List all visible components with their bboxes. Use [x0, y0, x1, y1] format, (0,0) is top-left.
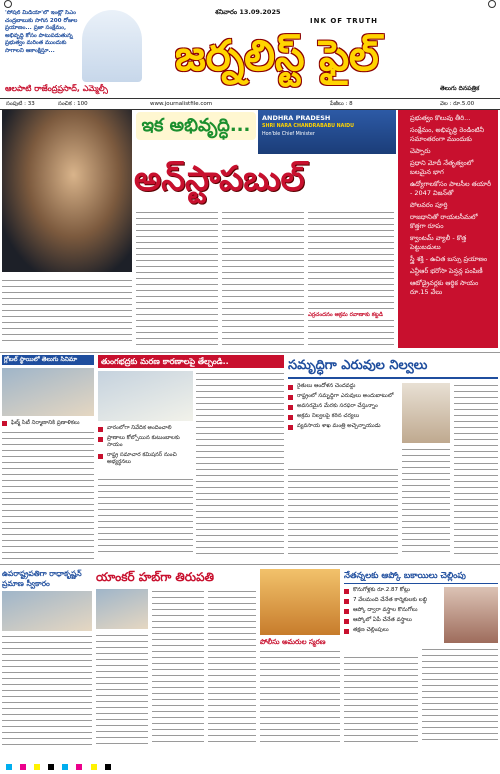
police-caption: పోలీసు అమరుల స్మరణ	[260, 638, 326, 646]
weavers-bullet: కొనుగోళ్లకు రూ.2.87 కోట్లు	[344, 587, 440, 594]
highlight-item: పోలవరం పూర్తి	[401, 201, 495, 210]
highlight-item: ఆటోడ్రైవర్లకు ఆర్థిక సాయం రూ.15 వేలు	[401, 279, 495, 297]
weavers-body	[422, 647, 498, 745]
highlights-sidebar	[398, 110, 498, 348]
banner-text-line1: ANDHRA PRADESH	[262, 114, 331, 122]
weavers-story	[344, 569, 498, 749]
oath-body	[2, 634, 92, 746]
highlight-item: ఉద్యోగాలకోసం పాలసీల తయారీ - 2047 విజన్‌తో	[401, 180, 495, 198]
tank-body	[196, 371, 284, 557]
fertilizer-story	[288, 355, 498, 560]
oath-story	[2, 569, 92, 749]
chief-minister-photo	[2, 110, 132, 272]
fertilizer-bullet: రాష్ట్రంలో సమృద్ధిగా ఎరువులు అందుబాటులో	[288, 393, 398, 400]
meeting-photo	[98, 371, 193, 421]
edition-date: శనివారం 13.09.2025	[215, 8, 281, 16]
cinema-bullet: ఫిల్మ్ సిటీ నిర్మాణానికి ప్రణాళికలు	[2, 419, 94, 427]
tirupati-body	[152, 589, 204, 745]
cinema-photo	[2, 368, 94, 416]
tank-body	[98, 477, 193, 557]
tank-bullet: ప్రాణాలు కోల్పోయిన కుటుంబాలకు సాయం	[98, 435, 193, 449]
lead-body-column	[136, 210, 218, 346]
oath-header: ఉపరాష్ట్రపతిగా రాధాకృష్ణన్ ప్రమాణ స్వీకారం	[2, 569, 82, 588]
tank-bullet: వారంలోగా నివేదిక అందించాలి	[98, 425, 193, 432]
page-count: పేజీలు : 8	[330, 101, 353, 107]
tank-story	[98, 355, 284, 560]
event-photo	[258, 110, 396, 154]
issue-number: సంచిక : 100	[58, 101, 88, 107]
weavers-header: నేతన్నలకు ఆప్కో బకాయిలు చెల్లింపు	[344, 569, 498, 584]
price: వెల : రూ.5.00	[440, 101, 475, 107]
registration-mark-icon	[488, 0, 496, 8]
highlight-item: ఎన్టీఆర్ భరోసా పెన్షన్ల పంపిణీ	[401, 267, 495, 276]
newspaper-subtitle: తెలుగు దినపత్రిక	[440, 85, 480, 92]
cinema-story	[2, 355, 94, 560]
weavers-bullet: ఆప్కోలో ఏపీ చేనేత వస్త్రాలు	[344, 617, 440, 624]
weavers-bullet: ఆప్కో ద్వారా వస్త్రాల కొనుగోలు	[344, 607, 440, 614]
police-story	[260, 569, 340, 749]
weavers-bullet: 7 వేలమంది చేనేత కార్మికులకు లబ్ధి	[344, 597, 440, 604]
tirupati-story	[96, 569, 256, 749]
tank-bullet: రాష్ట్ర సమాచార కమిషనర్ నుంచి అభ్యర్థనలు	[98, 452, 193, 466]
fertilizer-bullet: వ్యవసాయ శాఖ మంత్రి అచ్చెన్నాయుడు	[288, 423, 398, 430]
tirupati-header: యాంకర్ హబ్‌గా తిరుపతి	[96, 570, 214, 584]
oath-photo	[2, 591, 92, 631]
highlight-item: ప్రధాని మోదీ నేతృత్వంలో బలమైన భాగ	[401, 159, 495, 177]
lead-story	[0, 110, 500, 350]
highlight-item: చెప్పారు	[401, 147, 495, 156]
mid-tagline: ఎర్రచందనం అక్రమ రవాణాకు కట్టడి	[308, 310, 394, 320]
registration-mark-icon	[4, 0, 12, 8]
tirupati-body	[96, 633, 148, 745]
color-registration-bar	[6, 755, 494, 763]
mlc-portrait	[82, 10, 142, 82]
fertilizer-bullet: అక్రమ నిల్వలపై కఠిన చర్యలు	[288, 413, 398, 420]
website-link[interactable]: www.journalistfile.com	[150, 101, 213, 107]
banner-text-line2: SHRI NARA CHANDRABABU NAIDU	[262, 124, 355, 129]
second-row	[0, 352, 500, 563]
tirupati-body	[208, 589, 256, 745]
cinema-body	[2, 430, 94, 562]
banner-text-line3: Hon'ble Chief Minister	[262, 132, 315, 137]
lead-body-column	[222, 210, 304, 346]
cinema-header: గ్లోబల్ స్థాయిలో తెలుగు సినిమా	[2, 355, 94, 365]
weavers-body	[344, 655, 418, 745]
fertilizer-bullet: అవసరమైన మేరకు సరఫరా చేస్తున్నాం	[288, 403, 398, 410]
print-registration-strip	[0, 0, 500, 6]
weavers-bullet: తక్షణ చెల్లింపులు	[344, 627, 440, 634]
highlight-item: స్త్రీ శక్తి - ఉచిత బస్సు ప్రయాణం	[401, 255, 495, 264]
bottom-row	[0, 564, 500, 753]
fertilizer-body	[454, 383, 498, 555]
lead-body-column	[2, 278, 132, 346]
masthead	[0, 8, 500, 96]
minister-portrait	[402, 383, 450, 443]
tank-header: తుంగభద్రకు మరణ కారణాలపై తేల్చండి..	[98, 355, 284, 368]
police-body	[260, 649, 340, 745]
lead-kicker: ఇక అభివృద్ధి...	[136, 112, 256, 140]
police-photo	[260, 569, 340, 635]
lead-headline: అన్‌స్టాపబుల్	[134, 159, 305, 199]
fertilizer-header: సమృద్ధిగా ఎరువుల నిల్వలు	[288, 355, 498, 379]
newspaper-title: జర్నలిస్ట్ ఫైల్	[175, 31, 379, 80]
info-strip	[0, 98, 500, 110]
tirupati-photo	[96, 589, 148, 629]
highlight-item: ప్రభుత్వం కొలువు తీరి...	[401, 114, 495, 123]
highlight-item: క్వాంటమ్ వ్యాలీ - కొత్త పెట్టుబడులు	[401, 234, 495, 252]
minister-savitha-photo	[444, 587, 498, 643]
highlight-item: సంక్షేమం, అభివృద్ధి రెండింటినీ సమాంతరంగా ముందుకు	[401, 126, 495, 144]
fertilizer-bullet: రైతులు ఆందోళన చెందవద్దు	[288, 383, 398, 390]
tagline: INK OF TRUTH	[310, 17, 378, 25]
highlight-item: రాజధానితో రాయలసీమలో కొత్తగా రూపం	[401, 213, 495, 231]
lead-body-column	[308, 210, 394, 346]
volume-number: సంపుటి : 33	[6, 101, 35, 107]
fertilizer-body	[288, 467, 398, 555]
masthead-quote: 'సోషల్ మీడియా'లో ఇంట్లో సీఎం చంద్రబాబుకు సాగిన 200 రోజుల ప్రయాణం... ప్రజా సంక్షేమం, అభివృద్ధి కోసం పాటుపడుతున్న ప్రభుత్వం మరింత ముందుకు సాగాలని ఆకాంక్షిస్తూ...	[5, 10, 78, 54]
fertilizer-body	[402, 447, 450, 555]
quote-author: ఆలపాటి రాజేంద్రప్రసాద్, ఎమ్మెల్సీ	[5, 84, 108, 93]
